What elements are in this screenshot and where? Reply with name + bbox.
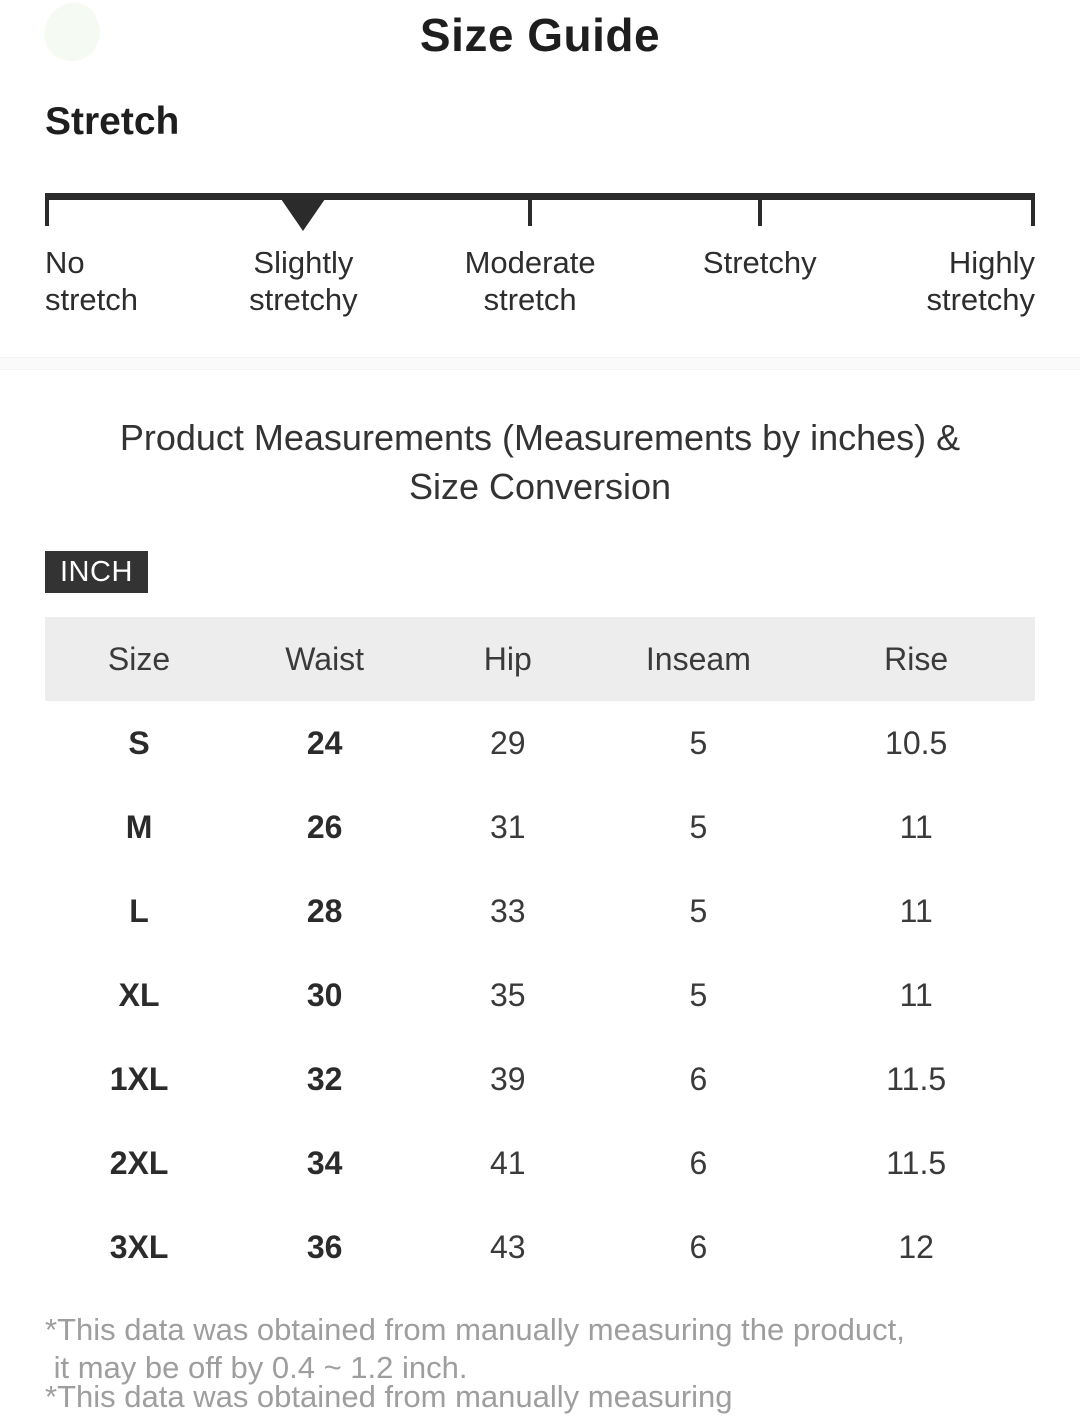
table-row-3xl bbox=[45, 1205, 1035, 1289]
cell-hip: 31 bbox=[490, 809, 526, 845]
disclaimer-line-2: it may be off by 0.4 ~ 1.2 inch. bbox=[45, 1350, 468, 1385]
scale-label-slightly-stretchy: Slightly stretchy bbox=[249, 245, 358, 317]
column-header-hip: Hip bbox=[483, 641, 532, 677]
cell-rise: 11 bbox=[899, 893, 933, 929]
section-divider bbox=[0, 357, 1080, 370]
measurement-disclaimer bbox=[45, 1311, 1035, 1387]
cell-inseam: 5 bbox=[689, 977, 708, 1013]
cell-inseam: 5 bbox=[689, 893, 708, 929]
table-row-xl bbox=[45, 953, 1035, 1037]
scale-tick-stretchy bbox=[758, 193, 762, 226]
scale-label-no-stretch: No stretch bbox=[45, 245, 139, 317]
cell-waist: 30 bbox=[306, 977, 343, 1013]
page-title: Size Guide bbox=[419, 9, 661, 61]
cell-size: M bbox=[125, 809, 153, 845]
cell-rise: 11.5 bbox=[886, 1061, 947, 1097]
measurements-heading: Product Measurements (Measurements by inches) & Size Conversion bbox=[119, 417, 961, 507]
table-row-1xl bbox=[45, 1037, 1035, 1121]
stretch-section-heading: Stretch bbox=[45, 100, 180, 143]
column-header-waist: Waist bbox=[285, 641, 365, 677]
cell-hip: 35 bbox=[490, 977, 526, 1013]
cell-hip: 39 bbox=[490, 1061, 526, 1097]
cell-hip: 33 bbox=[490, 893, 526, 929]
cell-inseam: 5 bbox=[689, 725, 708, 761]
cell-size: S bbox=[128, 725, 150, 761]
scale-tick-no-stretch bbox=[45, 193, 49, 226]
cell-size: XL bbox=[118, 977, 160, 1013]
table-row-l bbox=[45, 869, 1035, 953]
cell-size: L bbox=[129, 893, 149, 929]
cell-waist: 32 bbox=[306, 1061, 343, 1097]
cell-inseam: 5 bbox=[689, 809, 708, 845]
cell-waist: 36 bbox=[306, 1229, 343, 1265]
disclaimer-line-1: *This data was obtained from manually measuring the product, bbox=[45, 1312, 905, 1347]
clipped-next-line-fragment: *This data was obtained from manually measuring bbox=[45, 1379, 733, 1414]
column-header-inseam: Inseam bbox=[645, 641, 751, 677]
cell-hip: 43 bbox=[490, 1229, 526, 1265]
scale-tick-highly-stretchy bbox=[1031, 193, 1035, 226]
column-header-rise: Rise bbox=[884, 641, 949, 677]
stretch-scale-bar bbox=[45, 193, 1035, 200]
stretch-indicator-triangle-icon bbox=[281, 199, 325, 231]
size-measurements-table bbox=[45, 617, 1035, 1289]
cell-rise: 11 bbox=[899, 977, 933, 1013]
table-row-2xl bbox=[45, 1121, 1035, 1205]
cell-waist: 26 bbox=[306, 809, 343, 845]
table-body bbox=[45, 701, 1035, 1289]
cell-inseam: 6 bbox=[689, 1061, 708, 1097]
cell-rise: 12 bbox=[898, 1229, 934, 1265]
stretch-scale bbox=[45, 193, 1035, 323]
scale-tick-moderate-stretch bbox=[528, 193, 532, 226]
scale-label-moderate-stretch: Moderate stretch bbox=[464, 245, 596, 317]
cell-inseam: 6 bbox=[689, 1145, 708, 1181]
scale-label-highly-stretchy: Highly stretchy bbox=[926, 245, 1035, 317]
cell-waist: 28 bbox=[306, 893, 343, 929]
cell-waist: 34 bbox=[306, 1145, 343, 1181]
cell-inseam: 6 bbox=[689, 1229, 708, 1265]
cell-size: 1XL bbox=[109, 1061, 169, 1097]
table-row-m bbox=[45, 785, 1035, 869]
cell-rise: 11.5 bbox=[886, 1145, 947, 1181]
cell-waist: 24 bbox=[306, 725, 343, 761]
cell-hip: 41 bbox=[490, 1145, 526, 1181]
cell-size: 2XL bbox=[109, 1145, 169, 1181]
cell-rise: 10.5 bbox=[885, 725, 948, 761]
cell-rise: 11 bbox=[899, 809, 933, 845]
table-header-row bbox=[45, 617, 1035, 701]
unit-toggle-inch-badge[interactable]: INCH bbox=[45, 551, 148, 593]
column-header-size: Size bbox=[107, 641, 171, 677]
cell-hip: 29 bbox=[490, 725, 526, 761]
scale-label-stretchy: Stretchy bbox=[702, 245, 817, 280]
table-row-s bbox=[45, 701, 1035, 785]
cell-size: 3XL bbox=[109, 1229, 169, 1265]
